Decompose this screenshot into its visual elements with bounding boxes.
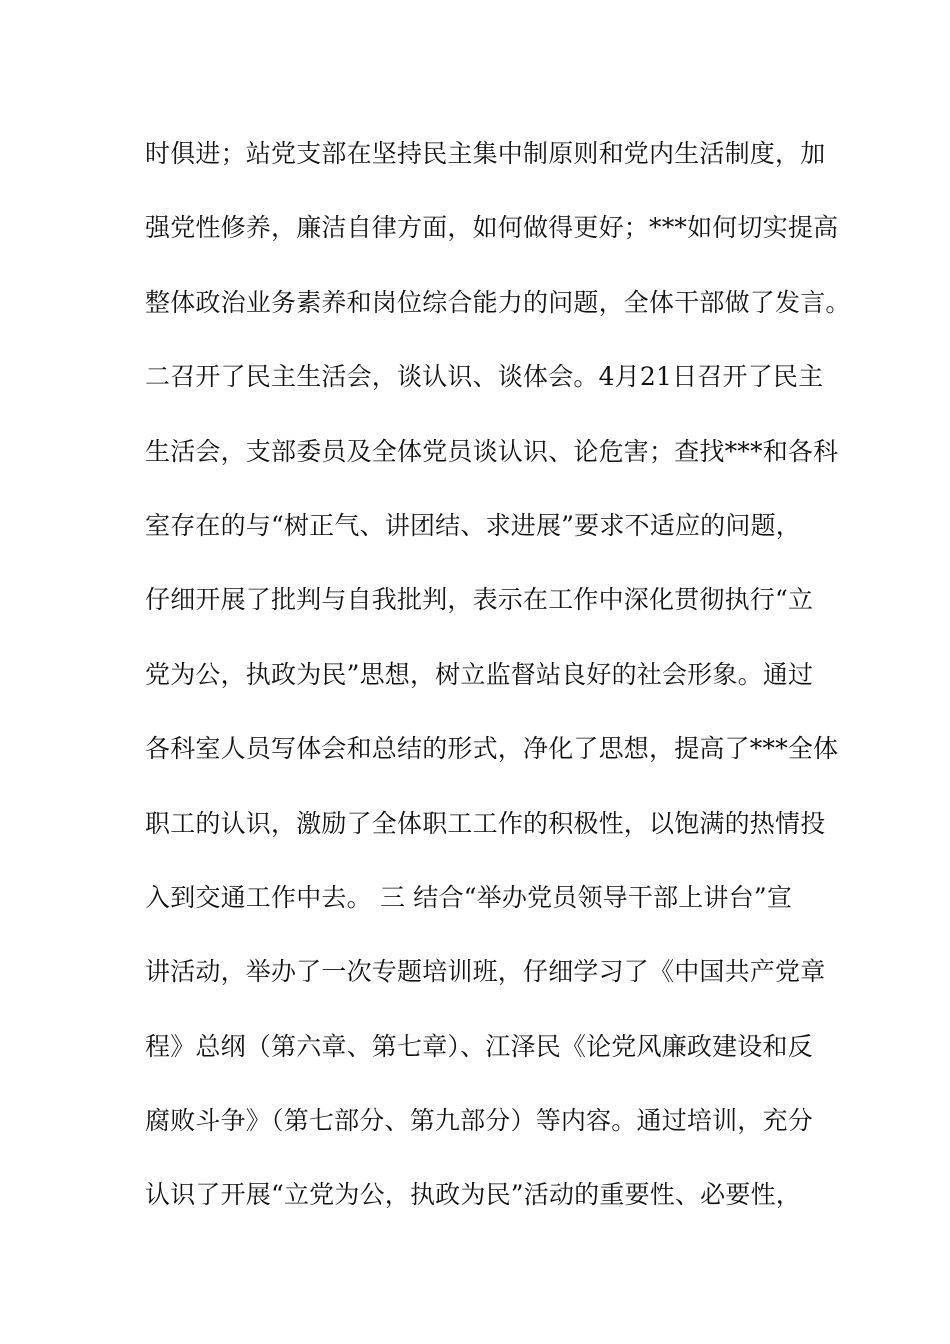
- text-line: 认识了开展“立党为公，执政为民”活动的重要性、必要性，: [145, 1180, 801, 1210]
- text-line: 强党性修养，廉洁自律方面，如何做得更好；***如何切实提高: [145, 213, 839, 243]
- text-line: 入到交通工作中去。 三 结合“举办党员领导干部上讲台”宣: [145, 882, 793, 912]
- text-line: 讲活动，举办了一次专题培训班，仔细学习了《中国共产党章: [145, 957, 826, 987]
- text-line: 时俱进；站党支部在坚持民主集中制原则和党内生活制度，加: [145, 139, 826, 168]
- text-line: 室存在的与“树正气、讲团结、求进展”要求不适应的问题，: [145, 510, 801, 540]
- text-line: 仔细开展了批判与自我批判，表示在工作中深化贯彻执行“立: [145, 585, 814, 615]
- text-line: 各科室人员写体会和总结的形式，净化了思想，提高了***全体: [145, 734, 839, 764]
- text-line: 职工的认识，激励了全体职工工作的积极性，以饱满的热情投: [145, 808, 826, 838]
- text-line: 整体政治业务素养和岗位综合能力的问题，全体干部做了发言。: [145, 287, 851, 317]
- text-line: 二召开了民主生活会，谈认识、谈体会。4月21日召开了民主: [145, 362, 824, 392]
- text-line: 生活会，支部委员及全体党员谈认识、论危害；查找***和各科: [145, 436, 839, 466]
- text-line: 党为公，执政为民”思想，树立监督站良好的社会形象。通过: [145, 659, 814, 689]
- text-line: 程》总纲（第六章、第七章）、江泽民《论党风廉政建设和反: [145, 1031, 813, 1061]
- text-line: 腐败斗争》（第七部分、第九部分）等内容。通过培训，充分: [145, 1106, 813, 1136]
- body-text: [145, 130, 851, 1246]
